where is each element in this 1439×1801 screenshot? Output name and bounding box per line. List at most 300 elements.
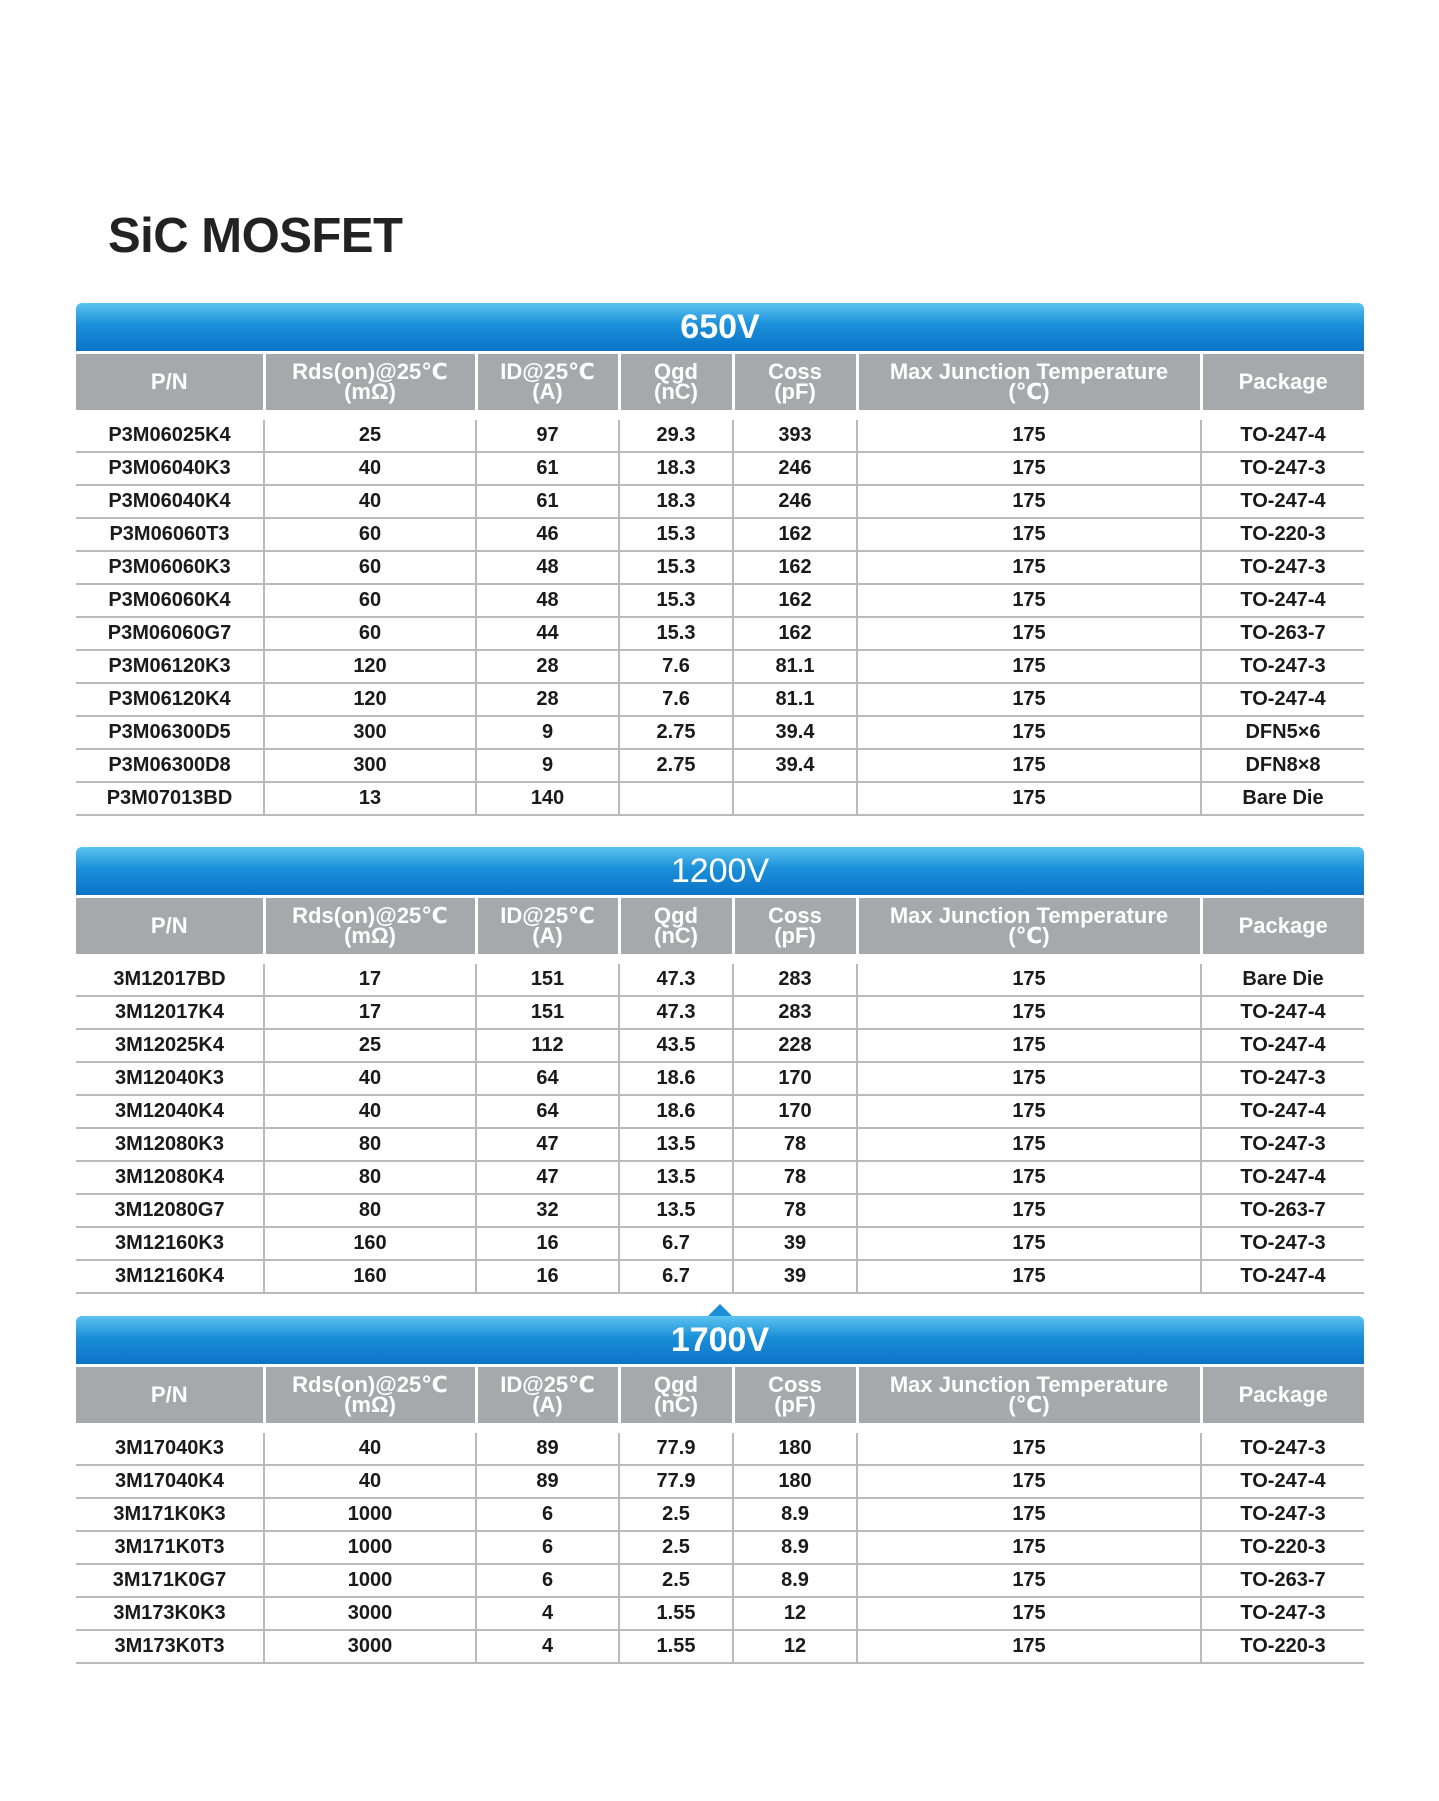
- col-header-text: (mΩ): [344, 1392, 396, 1417]
- section-1200v: [76, 847, 1364, 1294]
- cell-rds-on: 120: [264, 683, 476, 716]
- cell-package: TO-247-4: [1201, 420, 1364, 452]
- cell-package: TO-263-7: [1201, 1194, 1364, 1227]
- col-header-text: Coss: [768, 1372, 822, 1397]
- cell-coss: 39: [733, 1260, 857, 1293]
- col-header-max-junction-temp: [857, 897, 1201, 955]
- cell-package: DFN5×6: [1201, 716, 1364, 749]
- table-row: [76, 584, 1364, 617]
- cell-pn: P3M06060T3: [76, 518, 264, 551]
- cell-package: TO-220-3: [1201, 1531, 1364, 1564]
- col-header-pn: [76, 353, 264, 411]
- cell-max-junction-temp: 175: [857, 1029, 1201, 1062]
- cell-package: TO-247-3: [1201, 1597, 1364, 1630]
- cell-max-junction-temp: 175: [857, 996, 1201, 1029]
- cell-max-junction-temp: 175: [857, 716, 1201, 749]
- cell-max-junction-temp: 175: [857, 452, 1201, 485]
- col-header-pn: [76, 897, 264, 955]
- col-header-text: (mΩ): [344, 923, 396, 948]
- col-header-rds-on: [264, 897, 476, 955]
- cell-package: TO-263-7: [1201, 1564, 1364, 1597]
- header-row: [76, 353, 1364, 411]
- col-header-package: [1201, 897, 1364, 955]
- spacer: [76, 954, 1364, 964]
- cell-coss: 180: [733, 1465, 857, 1498]
- section-1700v: [76, 1316, 1364, 1664]
- col-header-text: ID@25℃: [500, 1372, 595, 1397]
- cell-qgd: 13.5: [619, 1161, 733, 1194]
- cell-id: 97: [476, 420, 619, 452]
- cell-coss: [733, 782, 857, 815]
- cell-max-junction-temp: 175: [857, 1227, 1201, 1260]
- cell-id: 28: [476, 650, 619, 683]
- cell-max-junction-temp: 175: [857, 1564, 1201, 1597]
- cell-package: TO-247-4: [1201, 1095, 1364, 1128]
- col-header-text: Rds(on)@25℃: [292, 1372, 448, 1397]
- cell-package: TO-220-3: [1201, 1630, 1364, 1663]
- cell-qgd: 47.3: [619, 964, 733, 996]
- cell-qgd: 43.5: [619, 1029, 733, 1062]
- cell-coss: 78: [733, 1128, 857, 1161]
- cell-qgd: 1.55: [619, 1630, 733, 1663]
- cell-coss: 283: [733, 996, 857, 1029]
- cell-id: 61: [476, 452, 619, 485]
- cell-id: 16: [476, 1260, 619, 1293]
- cell-id: 151: [476, 964, 619, 996]
- table-row: [76, 716, 1364, 749]
- cell-package: TO-247-4: [1201, 1260, 1364, 1293]
- cell-package: TO-247-3: [1201, 1498, 1364, 1531]
- col-header-text: Max Junction Temperature: [889, 1372, 1169, 1397]
- cell-package: TO-247-3: [1201, 1433, 1364, 1465]
- col-header-qgd: [619, 897, 733, 955]
- table-row: [76, 1597, 1364, 1630]
- cell-rds-on: 120: [264, 650, 476, 683]
- cell-pn: 3M12017K4: [76, 996, 264, 1029]
- col-header-text: P/N: [150, 369, 188, 394]
- table-row: [76, 1531, 1364, 1564]
- cell-qgd: 15.3: [619, 551, 733, 584]
- col-header-text: Max Junction Temperature: [889, 359, 1169, 384]
- cell-rds-on: 40: [264, 1095, 476, 1128]
- cell-max-junction-temp: 175: [857, 1531, 1201, 1564]
- cell-rds-on: 25: [264, 1029, 476, 1062]
- cell-pn: 3M17040K3: [76, 1433, 264, 1465]
- col-header-text: Qgd: [654, 903, 698, 928]
- table-row: [76, 683, 1364, 716]
- cell-package: TO-247-3: [1201, 1062, 1364, 1095]
- cell-package: TO-263-7: [1201, 617, 1364, 650]
- cell-rds-on: 300: [264, 716, 476, 749]
- col-header-max-junction-temp: [857, 353, 1201, 411]
- cell-id: 4: [476, 1630, 619, 1663]
- col-header-text: (mΩ): [344, 379, 396, 404]
- col-header-text: Rds(on)@25℃: [292, 359, 448, 384]
- cell-rds-on: 3000: [264, 1630, 476, 1663]
- col-header-max-junction-temp: [857, 1366, 1201, 1424]
- cell-id: 47: [476, 1161, 619, 1194]
- cell-qgd: 47.3: [619, 996, 733, 1029]
- col-header-text: ID@25℃: [500, 359, 595, 384]
- cell-pn: P3M06040K3: [76, 452, 264, 485]
- col-header-pn: [76, 1366, 264, 1424]
- cell-id: 61: [476, 485, 619, 518]
- cell-pn: 3M171K0T3: [76, 1531, 264, 1564]
- cell-rds-on: 160: [264, 1227, 476, 1260]
- cell-coss: 246: [733, 485, 857, 518]
- cell-pn: P3M06060K3: [76, 551, 264, 584]
- col-header-text: P/N: [150, 913, 188, 938]
- cell-pn: 3M12040K4: [76, 1095, 264, 1128]
- cell-max-junction-temp: 175: [857, 782, 1201, 815]
- col-header-qgd: [619, 1366, 733, 1424]
- col-header-text: Max Junction Temperature: [889, 903, 1169, 928]
- cell-package: Bare Die: [1201, 782, 1364, 815]
- cell-pn: P3M06120K4: [76, 683, 264, 716]
- table-row: [76, 1564, 1364, 1597]
- cell-max-junction-temp: 175: [857, 1194, 1201, 1227]
- cell-qgd: 15.3: [619, 518, 733, 551]
- col-header-text: (A): [532, 923, 563, 948]
- col-header-text: P/N: [150, 1382, 188, 1407]
- table-row: [76, 749, 1364, 782]
- cell-pn: 3M171K0K3: [76, 1498, 264, 1531]
- col-header-coss: [733, 897, 857, 955]
- table-row: [76, 650, 1364, 683]
- cell-id: 140: [476, 782, 619, 815]
- col-header-text: Package: [1238, 1382, 1328, 1407]
- cell-pn: 3M12080K4: [76, 1161, 264, 1194]
- col-header-text: Qgd: [654, 1372, 698, 1397]
- col-header-text: (pF): [774, 1392, 816, 1417]
- cell-rds-on: 60: [264, 584, 476, 617]
- cell-coss: 8.9: [733, 1531, 857, 1564]
- cell-package: TO-247-4: [1201, 1029, 1364, 1062]
- cell-pn: 3M12025K4: [76, 1029, 264, 1062]
- table-row: [76, 1227, 1364, 1260]
- cell-qgd: 18.6: [619, 1062, 733, 1095]
- col-header-text: (℃): [1008, 923, 1050, 948]
- table-row: [76, 782, 1364, 815]
- spec-table: [76, 351, 1364, 816]
- cell-id: 48: [476, 551, 619, 584]
- cell-id: 9: [476, 749, 619, 782]
- cell-rds-on: 13: [264, 782, 476, 815]
- cell-id: 28: [476, 683, 619, 716]
- table-row: [76, 1095, 1364, 1128]
- cell-coss: 81.1: [733, 683, 857, 716]
- col-header-rds-on: [264, 353, 476, 411]
- cell-coss: 39: [733, 1227, 857, 1260]
- cell-qgd: 7.6: [619, 650, 733, 683]
- table-row: [76, 1630, 1364, 1663]
- col-header-text: (nC): [654, 1392, 698, 1417]
- table-row: [76, 1260, 1364, 1293]
- voltage-band: 650V: [76, 303, 1364, 351]
- cell-rds-on: 60: [264, 551, 476, 584]
- col-header-text: (pF): [774, 379, 816, 404]
- cell-pn: P3M06040K4: [76, 485, 264, 518]
- cell-max-junction-temp: 175: [857, 1433, 1201, 1465]
- cell-qgd: 2.5: [619, 1531, 733, 1564]
- cell-package: TO-247-4: [1201, 1465, 1364, 1498]
- table-row: [76, 420, 1364, 452]
- spacer: [76, 410, 1364, 420]
- cell-id: 64: [476, 1062, 619, 1095]
- cell-coss: 170: [733, 1095, 857, 1128]
- cell-rds-on: 300: [264, 749, 476, 782]
- cell-qgd: 13.5: [619, 1194, 733, 1227]
- cell-rds-on: 1000: [264, 1564, 476, 1597]
- cell-coss: 393: [733, 420, 857, 452]
- col-header-id: [476, 353, 619, 411]
- cell-package: TO-247-4: [1201, 584, 1364, 617]
- cell-pn: P3M06120K3: [76, 650, 264, 683]
- cell-coss: 283: [733, 964, 857, 996]
- band-notch: [708, 1304, 732, 1316]
- cell-id: 44: [476, 617, 619, 650]
- cell-coss: 228: [733, 1029, 857, 1062]
- cell-qgd: [619, 782, 733, 815]
- cell-package: TO-247-3: [1201, 551, 1364, 584]
- col-header-text: (A): [532, 1392, 563, 1417]
- table-row: [76, 964, 1364, 996]
- cell-pn: 3M173K0K3: [76, 1597, 264, 1630]
- cell-pn: 3M12080G7: [76, 1194, 264, 1227]
- cell-max-junction-temp: 175: [857, 650, 1201, 683]
- cell-qgd: 2.75: [619, 716, 733, 749]
- table-row: [76, 551, 1364, 584]
- cell-rds-on: 1000: [264, 1498, 476, 1531]
- cell-pn: 3M12160K4: [76, 1260, 264, 1293]
- table-row: [76, 452, 1364, 485]
- col-header-text: (nC): [654, 379, 698, 404]
- cell-package: Bare Die: [1201, 964, 1364, 996]
- cell-qgd: 15.3: [619, 617, 733, 650]
- table-row: [76, 1062, 1364, 1095]
- table-row: [76, 518, 1364, 551]
- cell-max-junction-temp: 175: [857, 551, 1201, 584]
- cell-id: 89: [476, 1433, 619, 1465]
- cell-qgd: 2.5: [619, 1564, 733, 1597]
- cell-pn: 3M12080K3: [76, 1128, 264, 1161]
- cell-qgd: 29.3: [619, 420, 733, 452]
- cell-rds-on: 160: [264, 1260, 476, 1293]
- cell-pn: 3M171K0G7: [76, 1564, 264, 1597]
- cell-rds-on: 40: [264, 1062, 476, 1095]
- cell-pn: P3M06060K4: [76, 584, 264, 617]
- cell-max-junction-temp: 175: [857, 1630, 1201, 1663]
- col-header-id: [476, 897, 619, 955]
- cell-max-junction-temp: 175: [857, 584, 1201, 617]
- cell-max-junction-temp: 175: [857, 683, 1201, 716]
- cell-qgd: 7.6: [619, 683, 733, 716]
- cell-coss: 180: [733, 1433, 857, 1465]
- cell-max-junction-temp: 175: [857, 1465, 1201, 1498]
- col-header-text: (℃): [1008, 379, 1050, 404]
- cell-pn: 3M12040K3: [76, 1062, 264, 1095]
- cell-pn: 3M173K0T3: [76, 1630, 264, 1663]
- cell-rds-on: 80: [264, 1128, 476, 1161]
- cell-qgd: 2.75: [619, 749, 733, 782]
- cell-max-junction-temp: 175: [857, 1161, 1201, 1194]
- cell-qgd: 18.3: [619, 485, 733, 518]
- voltage-band: 1200V: [76, 847, 1364, 895]
- cell-package: TO-247-3: [1201, 452, 1364, 485]
- cell-id: 48: [476, 584, 619, 617]
- table-row: [76, 485, 1364, 518]
- cell-qgd: 18.6: [619, 1095, 733, 1128]
- cell-package: TO-247-4: [1201, 996, 1364, 1029]
- cell-id: 6: [476, 1498, 619, 1531]
- cell-coss: 8.9: [733, 1564, 857, 1597]
- cell-max-junction-temp: 175: [857, 485, 1201, 518]
- table-row: [76, 1465, 1364, 1498]
- col-header-text: (pF): [774, 923, 816, 948]
- cell-qgd: 15.3: [619, 584, 733, 617]
- spacer: [76, 1423, 1364, 1433]
- header-row: [76, 1366, 1364, 1424]
- cell-rds-on: 3000: [264, 1597, 476, 1630]
- cell-id: 4: [476, 1597, 619, 1630]
- cell-id: 46: [476, 518, 619, 551]
- cell-rds-on: 60: [264, 617, 476, 650]
- cell-rds-on: 60: [264, 518, 476, 551]
- cell-rds-on: 25: [264, 420, 476, 452]
- cell-qgd: 2.5: [619, 1498, 733, 1531]
- cell-max-junction-temp: 175: [857, 1498, 1201, 1531]
- spec-table: [76, 895, 1364, 1294]
- cell-qgd: 6.7: [619, 1227, 733, 1260]
- cell-coss: 162: [733, 518, 857, 551]
- cell-qgd: 13.5: [619, 1128, 733, 1161]
- cell-coss: 162: [733, 617, 857, 650]
- cell-id: 89: [476, 1465, 619, 1498]
- table-row: [76, 1029, 1364, 1062]
- cell-coss: 78: [733, 1161, 857, 1194]
- cell-max-junction-temp: 175: [857, 964, 1201, 996]
- col-header-coss: [733, 353, 857, 411]
- cell-pn: 3M17040K4: [76, 1465, 264, 1498]
- cell-id: 151: [476, 996, 619, 1029]
- voltage-band: 1700V: [76, 1316, 1364, 1364]
- cell-coss: 81.1: [733, 650, 857, 683]
- cell-coss: 162: [733, 551, 857, 584]
- table-row: [76, 1194, 1364, 1227]
- cell-pn: P3M06300D8: [76, 749, 264, 782]
- table-row: [76, 996, 1364, 1029]
- col-header-text: Coss: [768, 903, 822, 928]
- cell-pn: P3M06060G7: [76, 617, 264, 650]
- cell-pn: P3M06300D5: [76, 716, 264, 749]
- cell-max-junction-temp: 175: [857, 749, 1201, 782]
- cell-rds-on: 17: [264, 996, 476, 1029]
- cell-id: 64: [476, 1095, 619, 1128]
- col-header-id: [476, 1366, 619, 1424]
- cell-package: TO-247-4: [1201, 1161, 1364, 1194]
- cell-id: 6: [476, 1531, 619, 1564]
- cell-package: TO-247-3: [1201, 650, 1364, 683]
- section-650v: [76, 303, 1364, 816]
- page-title: SiC MOSFET: [108, 209, 403, 263]
- header-row: [76, 897, 1364, 955]
- table-row: [76, 1128, 1364, 1161]
- cell-max-junction-temp: 175: [857, 1095, 1201, 1128]
- cell-coss: 8.9: [733, 1498, 857, 1531]
- cell-package: TO-247-4: [1201, 683, 1364, 716]
- cell-coss: 170: [733, 1062, 857, 1095]
- cell-coss: 39.4: [733, 716, 857, 749]
- cell-id: 16: [476, 1227, 619, 1260]
- table-row: [76, 617, 1364, 650]
- cell-package: TO-247-3: [1201, 1227, 1364, 1260]
- cell-max-junction-temp: 175: [857, 617, 1201, 650]
- table-row: [76, 1498, 1364, 1531]
- col-header-qgd: [619, 353, 733, 411]
- cell-coss: 162: [733, 584, 857, 617]
- col-header-text: Package: [1238, 913, 1328, 938]
- cell-pn: 3M12160K3: [76, 1227, 264, 1260]
- cell-package: DFN8×8: [1201, 749, 1364, 782]
- cell-id: 47: [476, 1128, 619, 1161]
- col-header-text: (℃): [1008, 1392, 1050, 1417]
- cell-pn: P3M07013BD: [76, 782, 264, 815]
- cell-package: TO-247-4: [1201, 485, 1364, 518]
- cell-qgd: 77.9: [619, 1433, 733, 1465]
- col-header-text: (A): [532, 379, 563, 404]
- cell-pn: 3M12017BD: [76, 964, 264, 996]
- spec-table: [76, 1364, 1364, 1664]
- table-row: [76, 1433, 1364, 1465]
- cell-max-junction-temp: 175: [857, 1597, 1201, 1630]
- col-header-text: Coss: [768, 359, 822, 384]
- cell-id: 9: [476, 716, 619, 749]
- col-header-package: [1201, 353, 1364, 411]
- cell-coss: 39.4: [733, 749, 857, 782]
- col-header-text: ID@25℃: [500, 903, 595, 928]
- cell-rds-on: 80: [264, 1161, 476, 1194]
- cell-id: 112: [476, 1029, 619, 1062]
- cell-rds-on: 80: [264, 1194, 476, 1227]
- cell-id: 6: [476, 1564, 619, 1597]
- col-header-text: Rds(on)@25℃: [292, 903, 448, 928]
- cell-qgd: 77.9: [619, 1465, 733, 1498]
- cell-rds-on: 17: [264, 964, 476, 996]
- cell-pn: P3M06025K4: [76, 420, 264, 452]
- table-row: [76, 1161, 1364, 1194]
- cell-max-junction-temp: 175: [857, 1260, 1201, 1293]
- cell-package: TO-220-3: [1201, 518, 1364, 551]
- col-header-text: (nC): [654, 923, 698, 948]
- cell-coss: 12: [733, 1597, 857, 1630]
- cell-qgd: 18.3: [619, 452, 733, 485]
- cell-coss: 78: [733, 1194, 857, 1227]
- col-header-package: [1201, 1366, 1364, 1424]
- cell-max-junction-temp: 175: [857, 1128, 1201, 1161]
- cell-package: TO-247-3: [1201, 1128, 1364, 1161]
- col-header-coss: [733, 1366, 857, 1424]
- col-header-text: Qgd: [654, 359, 698, 384]
- cell-coss: 12: [733, 1630, 857, 1663]
- col-header-text: Package: [1238, 369, 1328, 394]
- cell-rds-on: 1000: [264, 1531, 476, 1564]
- cell-rds-on: 40: [264, 1465, 476, 1498]
- cell-rds-on: 40: [264, 452, 476, 485]
- cell-coss: 246: [733, 452, 857, 485]
- cell-qgd: 1.55: [619, 1597, 733, 1630]
- cell-rds-on: 40: [264, 1433, 476, 1465]
- cell-rds-on: 40: [264, 485, 476, 518]
